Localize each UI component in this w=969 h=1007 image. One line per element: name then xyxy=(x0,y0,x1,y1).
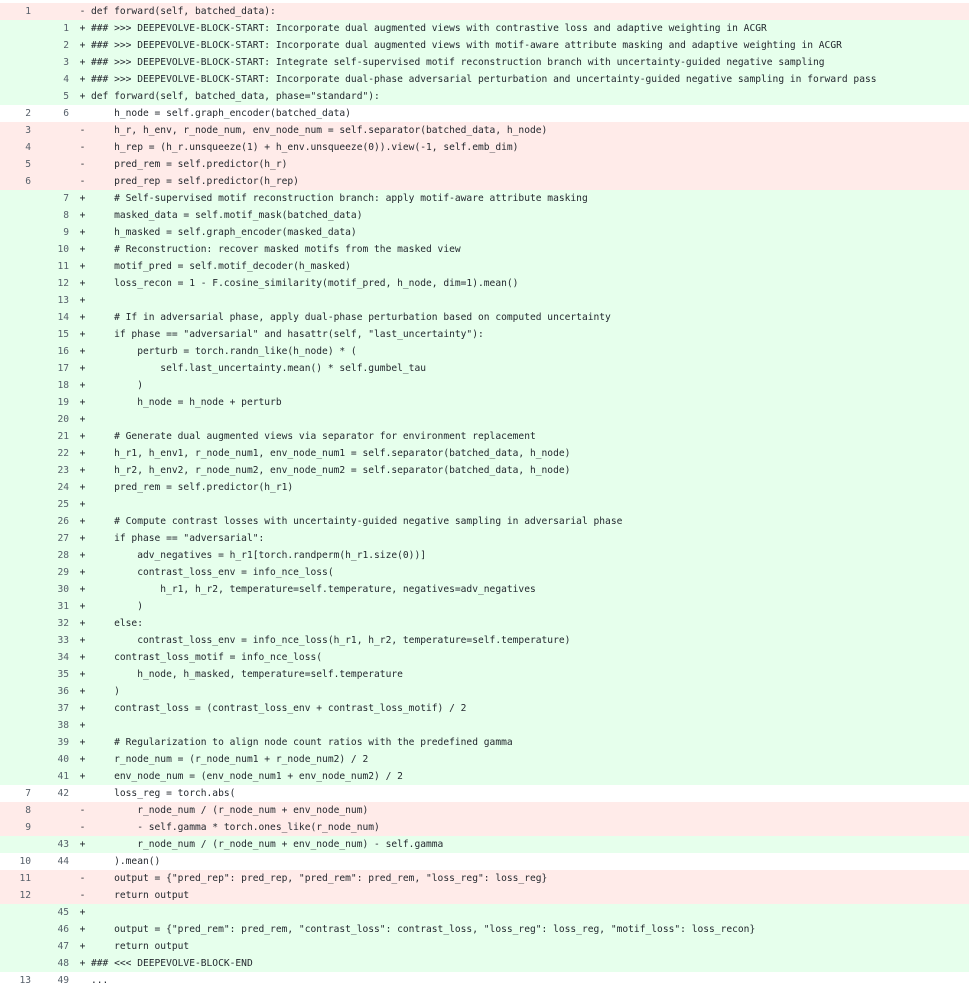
diff-line-added xyxy=(0,292,969,309)
code-text: return output xyxy=(91,890,190,901)
code-text: h_node = h_node + perturb xyxy=(91,397,282,408)
diff-sign: + xyxy=(79,57,86,68)
old-line-number xyxy=(0,241,31,258)
old-line-number xyxy=(0,224,31,241)
diff-line-added xyxy=(0,309,969,326)
diff-line-added xyxy=(0,190,969,207)
code-text: loss_recon = 1 - F.cosine_similarity(motif_pred, h_node, dim=1).mean() xyxy=(91,278,519,289)
old-line-number: 3 xyxy=(25,125,31,136)
diff-sign: - xyxy=(79,125,86,136)
new-line-number: 8 xyxy=(63,210,69,221)
code-text: h_node = self.graph_encoder(batched_data) xyxy=(91,108,351,119)
old-line-number xyxy=(0,955,31,972)
new-line-number: 29 xyxy=(57,567,69,578)
code-text xyxy=(89,904,969,921)
code-text xyxy=(89,411,969,428)
diff-line-added xyxy=(0,649,969,666)
code-text: # If in adversarial phase, apply dual-phase perturbation based on computed uncertainty xyxy=(91,312,611,323)
diff-line-removed xyxy=(0,887,969,904)
new-line-number: 5 xyxy=(63,91,69,102)
old-line-number xyxy=(0,292,31,309)
old-line-number xyxy=(0,921,31,938)
code-text: perturb = torch.randn_like(h_node) * ( xyxy=(91,346,357,357)
diff-line-added xyxy=(0,734,969,751)
code-text: pred_rem = self.predictor(h_r1) xyxy=(91,482,294,493)
diff-sign: + xyxy=(79,601,86,612)
new-line-number: 43 xyxy=(57,839,69,850)
old-line-number xyxy=(0,479,31,496)
code-text xyxy=(89,717,969,734)
new-line-number xyxy=(31,156,69,173)
diff-line-added xyxy=(0,88,969,105)
diff-line-added xyxy=(0,37,969,54)
new-line-number: 10 xyxy=(57,244,69,255)
new-line-number xyxy=(31,870,69,887)
new-line-number: 21 xyxy=(57,431,69,442)
diff-sign: - xyxy=(79,6,86,17)
old-line-number: 12 xyxy=(19,890,31,901)
old-line-number xyxy=(0,768,31,785)
diff-line-added xyxy=(0,615,969,632)
diff-line-added xyxy=(0,71,969,88)
diff-sign: + xyxy=(79,312,86,323)
code-text: contrast_loss_motif = info_nce_loss( xyxy=(91,652,323,663)
old-line-number xyxy=(0,598,31,615)
old-line-number xyxy=(0,309,31,326)
old-line-number xyxy=(0,734,31,751)
code-text: # Regularization to align node count ratios with the predefined gamma xyxy=(91,737,513,748)
new-line-number: 40 xyxy=(57,754,69,765)
diff-line-removed xyxy=(0,3,969,20)
diff-line-added xyxy=(0,462,969,479)
diff-sign: - xyxy=(79,176,86,187)
code-text: # Compute contrast losses with uncertainty-guided negative sampling in adversarial phase xyxy=(91,516,623,527)
diff-sign: + xyxy=(79,550,86,561)
old-line-number xyxy=(0,445,31,462)
code-text: output = {"pred_rem": pred_rem, "contrast_loss": contrast_loss, "loss_reg": loss_reg, "motif_loss": loss_recon} xyxy=(91,924,756,935)
old-line-number: 13 xyxy=(19,975,31,986)
code-text: ### >>> DEEPEVOLVE-BLOCK-START: Integrate self-supervised motif reconstruction branch with uncertainty-guided negative sampling xyxy=(91,57,825,68)
code-text: masked_data = self.motif_mask(batched_data) xyxy=(91,210,363,221)
new-line-number: 14 xyxy=(57,312,69,323)
old-line-number: 1 xyxy=(25,6,31,17)
new-line-number: 49 xyxy=(57,975,69,986)
code-text: if phase == "adversarial" and hasattr(self, "last_uncertainty"): xyxy=(91,329,484,340)
diff-line-added xyxy=(0,683,969,700)
diff-sign: + xyxy=(79,941,86,952)
old-line-number xyxy=(0,904,31,921)
old-line-number xyxy=(0,615,31,632)
new-line-number: 28 xyxy=(57,550,69,561)
new-line-number: 31 xyxy=(57,601,69,612)
diff-line-added xyxy=(0,768,969,785)
diff-sign: + xyxy=(79,465,86,476)
diff-sign: + xyxy=(79,669,86,680)
new-line-number: 37 xyxy=(57,703,69,714)
code-text: loss_reg = torch.abs( xyxy=(91,788,236,799)
diff-sign: + xyxy=(79,686,86,697)
diff-sign: + xyxy=(79,907,86,918)
old-line-number xyxy=(0,666,31,683)
new-line-number: 36 xyxy=(57,686,69,697)
old-line-number: 7 xyxy=(25,788,31,799)
old-line-number: 8 xyxy=(25,805,31,816)
old-line-number xyxy=(0,275,31,292)
diff-line-added xyxy=(0,326,969,343)
diff-sign: + xyxy=(79,91,86,102)
code-text: h_masked = self.graph_encoder(masked_data) xyxy=(91,227,357,238)
code-text: contrast_loss_env = info_nce_loss( xyxy=(91,567,334,578)
code-text: h_r1, h_r2, temperature=self.temperature, negatives=adv_negatives xyxy=(91,584,536,595)
diff-line-added xyxy=(0,564,969,581)
diff-sign: + xyxy=(79,329,86,340)
old-line-number xyxy=(0,88,31,105)
old-line-number xyxy=(0,564,31,581)
diff-line-added xyxy=(0,598,969,615)
new-line-number: 1 xyxy=(63,23,69,34)
diff-sign: + xyxy=(79,397,86,408)
code-text: else: xyxy=(91,618,143,629)
diff-line-added xyxy=(0,258,969,275)
new-line-number: 48 xyxy=(57,958,69,969)
diff-sign: + xyxy=(79,295,86,306)
diff-line-added xyxy=(0,921,969,938)
code-text: self.last_uncertainty.mean() * self.gumbel_tau xyxy=(91,363,427,374)
old-line-number xyxy=(0,836,31,853)
diff-line-added xyxy=(0,666,969,683)
old-line-number: 11 xyxy=(19,873,31,884)
diff-sign: + xyxy=(79,363,86,374)
diff-line-added xyxy=(0,360,969,377)
diff-line-removed xyxy=(0,802,969,819)
new-line-number xyxy=(31,819,69,836)
new-line-number: 38 xyxy=(57,720,69,731)
new-line-number: 2 xyxy=(63,40,69,51)
old-line-number xyxy=(0,377,31,394)
new-line-number: 44 xyxy=(57,856,69,867)
new-line-number: 13 xyxy=(57,295,69,306)
diff-sign: + xyxy=(79,618,86,629)
diff-line-added xyxy=(0,207,969,224)
new-line-number: 24 xyxy=(57,482,69,493)
old-line-number xyxy=(0,190,31,207)
new-line-number: 25 xyxy=(57,499,69,510)
code-text: ### >>> DEEPEVOLVE-BLOCK-START: Incorporate dual augmented views with contrastive loss and adaptive weighting in ACGR xyxy=(91,23,767,34)
diff-line-context xyxy=(0,785,969,802)
old-line-number: 6 xyxy=(25,176,31,187)
diff-sign: + xyxy=(79,193,86,204)
diff-line-added xyxy=(0,530,969,547)
code-text xyxy=(89,496,969,513)
diff-sign: + xyxy=(79,652,86,663)
diff-sign: - xyxy=(79,873,86,884)
new-line-number: 18 xyxy=(57,380,69,391)
code-text: h_node, h_masked, temperature=self.temperature xyxy=(91,669,403,680)
code-text: ### >>> DEEPEVOLVE-BLOCK-START: Incorporate dual augmented views with motif-aware attribute masking and adaptive weighting in ACGR xyxy=(91,40,842,51)
diff-line-added xyxy=(0,224,969,241)
diff-sign: + xyxy=(79,703,86,714)
diff-line-added xyxy=(0,513,969,530)
diff-line-added xyxy=(0,411,969,428)
old-line-number xyxy=(0,683,31,700)
diff-line-added xyxy=(0,428,969,445)
new-line-number: 26 xyxy=(57,516,69,527)
diff-line-added xyxy=(0,581,969,598)
old-line-number xyxy=(0,547,31,564)
new-line-number: 3 xyxy=(63,57,69,68)
new-line-number: 17 xyxy=(57,363,69,374)
old-line-number xyxy=(0,71,31,88)
diff-sign: + xyxy=(79,414,86,425)
diff-line-added xyxy=(0,751,969,768)
new-line-number: 16 xyxy=(57,346,69,357)
old-line-number xyxy=(0,411,31,428)
old-line-number: 5 xyxy=(25,159,31,170)
old-line-number xyxy=(0,717,31,734)
old-line-number xyxy=(0,938,31,955)
diff-sign: + xyxy=(79,448,86,459)
code-text: ) xyxy=(91,686,120,697)
code-text: h_rep = (h_r.unsqueeze(1) + h_env.unsqueeze(0)).view(-1, self.emb_dim) xyxy=(91,142,519,153)
diff-sign: - xyxy=(79,805,86,816)
code-text: motif_pred = self.motif_decoder(h_masked) xyxy=(91,261,351,272)
new-line-number: 20 xyxy=(57,414,69,425)
diff-line-removed xyxy=(0,870,969,887)
old-line-number xyxy=(0,513,31,530)
code-text: if phase == "adversarial": xyxy=(91,533,265,544)
new-line-number xyxy=(31,802,69,819)
diff-sign: + xyxy=(79,584,86,595)
diff-sign xyxy=(76,972,89,989)
old-line-number: 4 xyxy=(25,142,31,153)
diff-line-added xyxy=(0,836,969,853)
diff-line-removed xyxy=(0,156,969,173)
diff-sign xyxy=(76,105,89,122)
diff-sign: + xyxy=(79,74,86,85)
code-text: h_r2, h_env2, r_node_num2, env_node_num2 = self.separator(batched_data, h_node) xyxy=(91,465,571,476)
diff-sign: + xyxy=(79,516,86,527)
code-text: ### <<< DEEPEVOLVE-BLOCK-END xyxy=(91,958,253,969)
new-line-number: 39 xyxy=(57,737,69,748)
diff-line-added xyxy=(0,54,969,71)
code-text: return output xyxy=(91,941,190,952)
diff-sign xyxy=(76,853,89,870)
code-text: h_r1, h_env1, r_node_num1, env_node_num1 = self.separator(batched_data, h_node) xyxy=(91,448,571,459)
diff-sign: + xyxy=(79,720,86,731)
old-line-number xyxy=(0,496,31,513)
new-line-number: 6 xyxy=(63,108,69,119)
code-text: # Reconstruction: recover masked motifs from the masked view xyxy=(91,244,461,255)
diff-line-added xyxy=(0,394,969,411)
diff-sign: + xyxy=(79,346,86,357)
code-text: r_node_num / (r_node_num + env_node_num) xyxy=(91,805,369,816)
new-line-number: 9 xyxy=(63,227,69,238)
new-line-number: 4 xyxy=(63,74,69,85)
code-text: # Self-supervised motif reconstruction branch: apply motif-aware attribute masking xyxy=(91,193,588,204)
diff-sign: + xyxy=(79,499,86,510)
diff-line-added xyxy=(0,445,969,462)
old-line-number: 10 xyxy=(19,856,31,867)
diff-sign: + xyxy=(79,244,86,255)
new-line-number: 12 xyxy=(57,278,69,289)
diff-line-added xyxy=(0,938,969,955)
new-line-number: 45 xyxy=(57,907,69,918)
diff-line-context xyxy=(0,972,969,989)
new-line-number: 41 xyxy=(57,771,69,782)
diff-sign xyxy=(76,785,89,802)
new-line-number xyxy=(31,122,69,139)
old-line-number xyxy=(0,343,31,360)
code-text: output = {"pred_rep": pred_rep, "pred_rem": pred_rem, "loss_reg": loss_reg} xyxy=(91,873,548,884)
code-text: ) xyxy=(91,601,143,612)
new-line-number xyxy=(31,887,69,904)
new-line-number: 33 xyxy=(57,635,69,646)
old-line-number xyxy=(0,632,31,649)
diff-line-added xyxy=(0,241,969,258)
diff-sign: + xyxy=(79,771,86,782)
diff-line-removed xyxy=(0,819,969,836)
old-line-number xyxy=(0,326,31,343)
new-line-number: 15 xyxy=(57,329,69,340)
old-line-number xyxy=(0,54,31,71)
new-line-number: 30 xyxy=(57,584,69,595)
code-text: - self.gamma * torch.ones_like(r_node_num) xyxy=(91,822,380,833)
diff-sign: + xyxy=(79,227,86,238)
new-line-number: 7 xyxy=(63,193,69,204)
diff-sign: + xyxy=(79,23,86,34)
old-line-number xyxy=(0,649,31,666)
diff-sign: + xyxy=(79,482,86,493)
code-text: r_node_num / (r_node_num + env_node_num) - self.gamma xyxy=(91,839,444,850)
new-line-number: 11 xyxy=(57,261,69,272)
old-line-number xyxy=(0,581,31,598)
diff-sign: + xyxy=(79,839,86,850)
diff-sign: + xyxy=(79,567,86,578)
old-line-number xyxy=(0,751,31,768)
diff-line-added xyxy=(0,496,969,513)
diff-line-added xyxy=(0,343,969,360)
code-text: ).mean() xyxy=(91,856,161,867)
diff-sign: + xyxy=(79,737,86,748)
code-text: ) xyxy=(91,380,143,391)
diff-sign: + xyxy=(79,958,86,969)
old-line-number xyxy=(0,700,31,717)
diff-line-removed xyxy=(0,173,969,190)
diff-sign: + xyxy=(79,533,86,544)
diff-line-removed xyxy=(0,139,969,156)
code-text: r_node_num = (r_node_num1 + r_node_num2) / 2 xyxy=(91,754,369,765)
old-line-number xyxy=(0,37,31,54)
code-text: # Generate dual augmented views via separator for environment replacement xyxy=(91,431,536,442)
code-text: ... xyxy=(91,975,109,986)
diff-line-added xyxy=(0,700,969,717)
old-line-number xyxy=(0,20,31,37)
new-line-number: 35 xyxy=(57,669,69,680)
code-text: adv_negatives = h_r1[torch.randperm(h_r1.size(0))] xyxy=(91,550,427,561)
old-line-number xyxy=(0,428,31,445)
diff-sign: + xyxy=(79,210,86,221)
new-line-number xyxy=(31,139,69,156)
old-line-number xyxy=(0,207,31,224)
diff-sign: + xyxy=(79,635,86,646)
diff-sign: - xyxy=(79,822,86,833)
code-text: ### >>> DEEPEVOLVE-BLOCK-START: Incorporate dual-phase adversarial perturbation and uncertainty-guided negative sampling in forward pass xyxy=(91,74,877,85)
new-line-number xyxy=(31,3,69,20)
new-line-number: 23 xyxy=(57,465,69,476)
old-line-number xyxy=(0,258,31,275)
diff-line-added xyxy=(0,717,969,734)
diff-line-added xyxy=(0,904,969,921)
new-line-number: 19 xyxy=(57,397,69,408)
old-line-number xyxy=(0,462,31,479)
new-line-number: 46 xyxy=(57,924,69,935)
diff-line-added xyxy=(0,632,969,649)
diff-sign: + xyxy=(79,754,86,765)
new-line-number: 32 xyxy=(57,618,69,629)
diff-sign: + xyxy=(79,261,86,272)
new-line-number: 22 xyxy=(57,448,69,459)
code-text: contrast_loss_env = info_nce_loss(h_r1, h_r2, temperature=self.temperature) xyxy=(91,635,571,646)
diff-sign: - xyxy=(79,142,86,153)
code-text: h_r, h_env, r_node_num, env_node_num = self.separator(batched_data, h_node) xyxy=(91,125,548,136)
new-line-number: 47 xyxy=(57,941,69,952)
diff-line-added xyxy=(0,479,969,496)
diff-sign: + xyxy=(79,278,86,289)
diff-sign: + xyxy=(79,380,86,391)
old-line-number xyxy=(0,530,31,547)
code-text: pred_rem = self.predictor(h_r) xyxy=(91,159,288,170)
new-line-number: 42 xyxy=(57,788,69,799)
new-line-number: 34 xyxy=(57,652,69,663)
diff-sign: + xyxy=(79,924,86,935)
new-line-number: 27 xyxy=(57,533,69,544)
diff-sign: - xyxy=(79,159,86,170)
diff-line-context xyxy=(0,105,969,122)
diff-line-context xyxy=(0,853,969,870)
old-line-number: 9 xyxy=(25,822,31,833)
diff-sign: - xyxy=(79,890,86,901)
code-text: pred_rep = self.predictor(h_rep) xyxy=(91,176,299,187)
code-text: def forward(self, batched_data, phase="standard"): xyxy=(91,91,380,102)
old-line-number: 2 xyxy=(25,108,31,119)
diff-line-added xyxy=(0,547,969,564)
diff-sign: + xyxy=(79,40,86,51)
diff-sign: + xyxy=(79,431,86,442)
code-text: def forward(self, batched_data): xyxy=(91,6,276,17)
old-line-number xyxy=(0,360,31,377)
code-text: contrast_loss = (contrast_loss_env + contrast_loss_motif) / 2 xyxy=(91,703,467,714)
code-text: env_node_num = (env_node_num1 + env_node_num2) / 2 xyxy=(91,771,403,782)
diff-line-added xyxy=(0,377,969,394)
diff-line-added xyxy=(0,20,969,37)
diff-line-added xyxy=(0,275,969,292)
old-line-number xyxy=(0,394,31,411)
code-text xyxy=(89,292,969,309)
diff-line-removed xyxy=(0,122,969,139)
new-line-number xyxy=(31,173,69,190)
diff-line-added xyxy=(0,955,969,972)
